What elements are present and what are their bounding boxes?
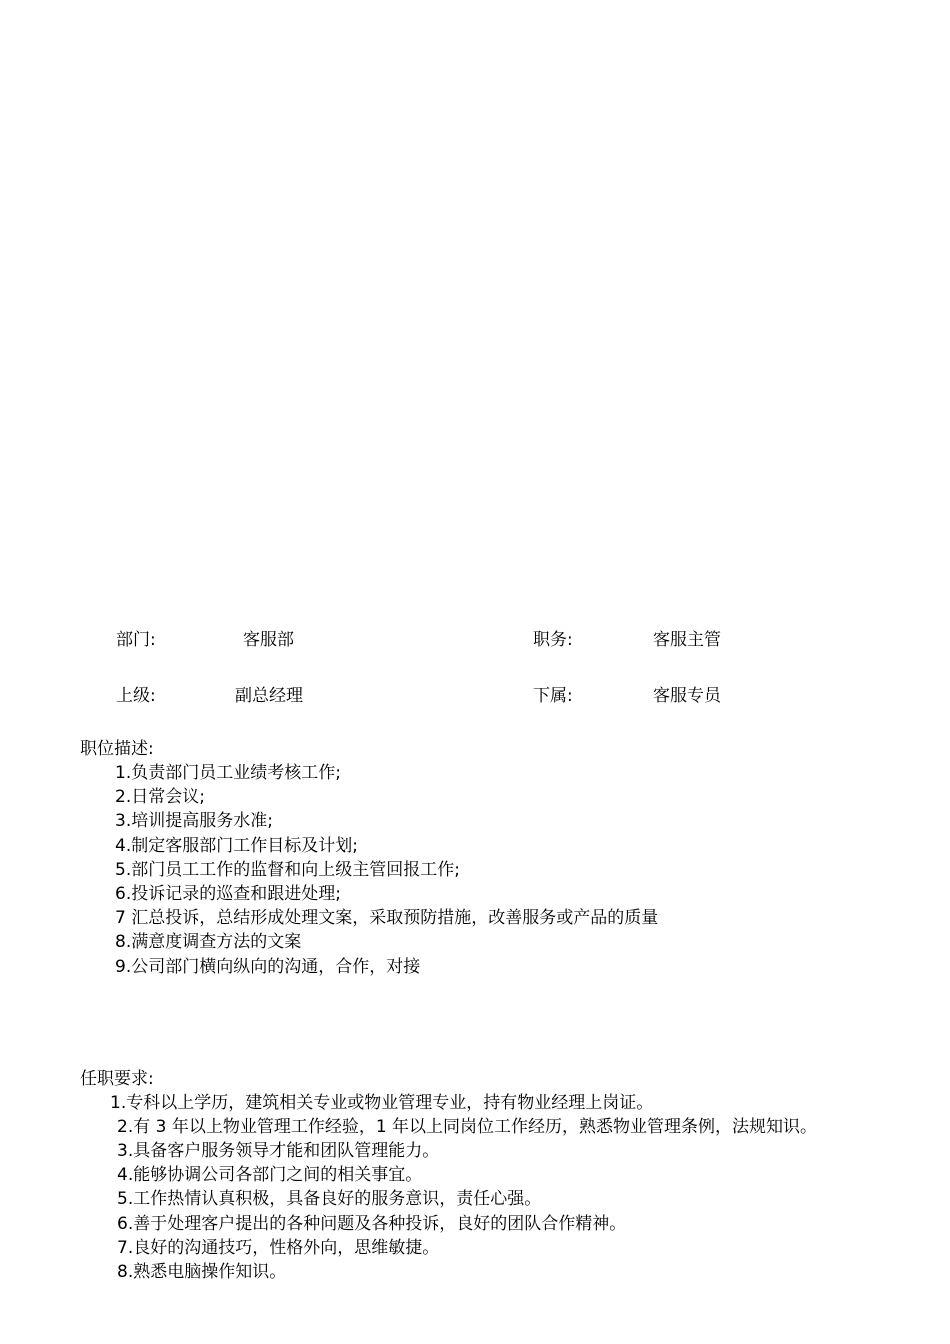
department-label: 部门: [116, 630, 156, 650]
requirements-heading: 任职要求: [80, 1069, 154, 1089]
description-item: 9.公司部门横向纵向的沟通，合作，对接 [115, 957, 421, 977]
requirement-item: 7.良好的沟通技巧，性格外向，思维敏捷。 [117, 1238, 440, 1258]
requirement-item: 3.具备客户服务领导才能和团队管理能力。 [117, 1141, 440, 1161]
position-label: 职务: [533, 630, 573, 650]
description-item: 5.部门员工工作的监督和向上级主管回报工作; [115, 860, 460, 880]
description-item: 7 汇总投诉，总结形成处理文案，采取预防措施，改善服务或产品的质量 [115, 908, 659, 928]
description-item: 8.满意度调查方法的文案 [115, 932, 302, 952]
requirement-item: 4.能够协调公司各部门之间的相关事宜。 [117, 1165, 423, 1185]
description-heading: 职位描述: [80, 739, 154, 759]
requirement-item: 5.工作热情认真积极，具备良好的服务意识，责任心强。 [117, 1189, 542, 1209]
requirement-item: 2.有 3 年以上物业管理工作经验，1 年以上同岗位工作经历，熟悉物业管理条例，法规知识。 [117, 1117, 818, 1137]
requirement-item: 8.熟悉电脑操作知识。 [117, 1262, 287, 1282]
description-item: 1.负责部门员工业绩考核工作; [115, 763, 341, 783]
description-item: 4.制定客服部门工作目标及计划; [115, 836, 358, 856]
subordinate-value: 客服专员 [653, 686, 721, 706]
requirement-item: 1.专科以上学历，建筑相关专业或物业管理专业，持有物业经理上岗证。 [110, 1093, 654, 1113]
requirement-item: 6.善于处理客户提出的各种问题及各种投诉，良好的团队合作精神。 [117, 1214, 627, 1234]
position-value: 客服主管 [653, 630, 721, 650]
description-item: 2.日常会议; [115, 787, 205, 807]
superior-value: 副总经理 [235, 686, 303, 706]
subordinate-label: 下属: [533, 686, 573, 706]
description-item: 6.投诉记录的巡查和跟进处理; [115, 884, 341, 904]
department-value: 客服部 [243, 630, 294, 650]
description-item: 3.培训提高服务水准; [115, 811, 273, 831]
superior-label: 上级: [116, 686, 156, 706]
